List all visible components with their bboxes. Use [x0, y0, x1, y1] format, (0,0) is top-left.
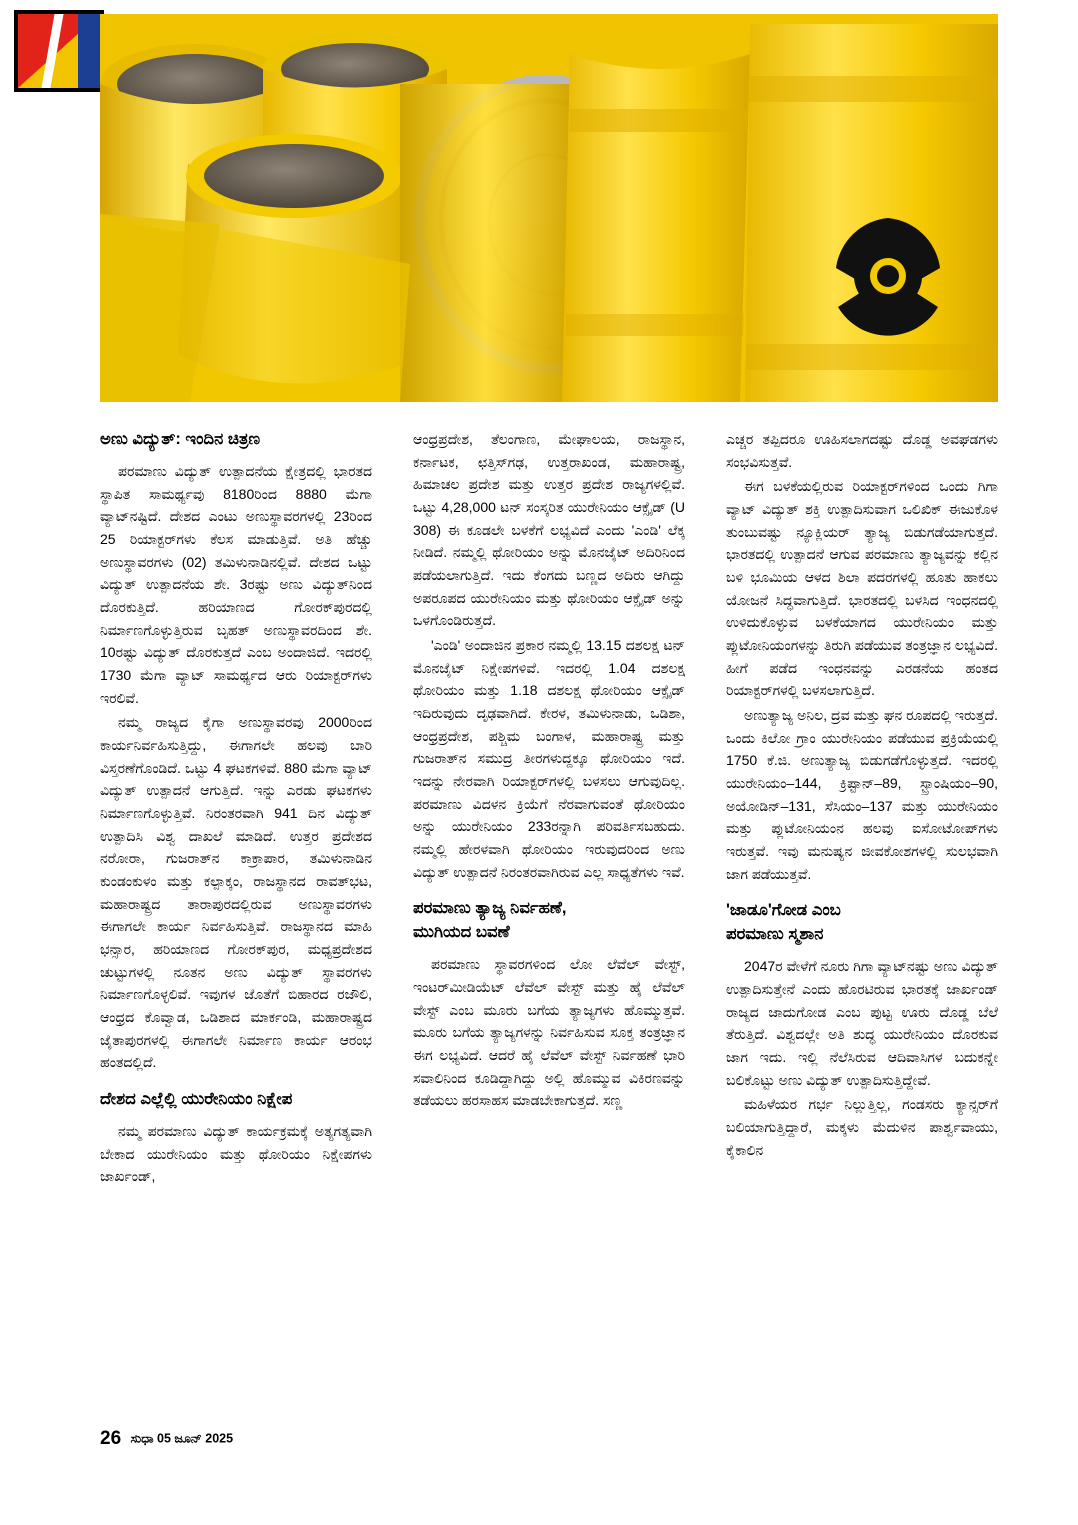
issue-line: ಸುಧಾ 05 ಜೂನ್ 2025 [130, 1431, 234, 1446]
logo-inner [18, 14, 100, 88]
heading-line-2: ಪರಮಾಣು ಸ್ಮಶಾನ [726, 925, 824, 944]
paragraph: ಈಗ ಬಳಕೆಯಲ್ಲಿರುವ ರಿಯಾಕ್ಟರ್‌ಗಳಿಂದ ಒಂದು ಗಿಗಾ ವ್ಯಾಟ್ ವಿದ್ಯುತ್ ಶಕ್ತಿ ಉತ್ಪಾದಿಸುವಾಗ ಒಲಿಖಿಕ್ ಈಜುಕೊಳ ತುಂಬುವಷ್ಟು ನ್ಯೂಕ್ಲಿಯರ್ ತ್ಯಾಜ್ಯ ಬಿಡುಗಡೆಯಾಗುತ್ತದೆ. ಭಾರತದಲ್ಲಿ ಉತ್ಪಾದನೆ ಆಗುವ ಪರಮಾಣು ತ್ಯಾಜ್ಯವನ್ನು ಕಲ್ಲಿನ ಬಳಿ ಭೂಮಿಯ ಆಳದ ಶಿಲಾ ಪದರಗಳಲ್ಲಿ ಹೂತು ಹಾಕಲು ಯೋಜನೆ ಸಿದ್ಧವಾಗುತ್ತಿದೆ. ಭಾರತದಲ್ಲಿ ಬಳಸಿದ ಇಂಧನದಲ್ಲಿ ಉಳಿದುಕೊಳ್ಳುವ ಬಳಕೆಯಾಗದ ಯುರೇನಿಯಂ ಮತ್ತು ಪ್ಲುಟೋನಿಯಂಗಳನ್ನು ತಿರುಗಿ ಪಡೆಯುವ ತಂತ್ರಜ್ಞಾನ ಲಭ್ಯವಿದೆ. ಹೀಗೆ ಪಡೆದ ಇಂಧನವನ್ನು ಎರಡನೆಯ ಹಂತದ ರಿಯಾಕ್ಟರ್‌ಗಳಲ್ಲಿ ಬಳಸಲಾಗುತ್ತಿದೆ. [726, 478, 998, 699]
article-heading-3 [413, 897, 685, 945]
magazine-logo [14, 10, 104, 92]
paragraph: ಮಹಿಳೆಯರ ಗರ್ಭ ನಿಲ್ಲುತ್ತಿಲ್ಲ, ಗಂಡಸರು ಕ್ಯಾನ್ಸರ್‌ಗೆ ಬಲಿಯಾಗುತ್ತಿದ್ದಾರೆ, ಮಕ್ಕಳು ಮೆದುಳಿನ ಪಾರ್ಶ್ವವಾಯು, ಕೈಕಾಲಿನ [726, 1096, 998, 1158]
article-heading-1: ಅಣು ವಿದ್ಯುತ್: ಇಂದಿನ ಚಿತ್ರಣ [100, 430, 261, 448]
paragraph: ಪರಮಾಣು ಸ್ಥಾವರಗಳಿಂದ ಲೋ ಲೆವೆಲ್ ವೇಸ್ಟ್, ಇಂಟರ್‌ಮೀಡಿಯೆಟ್ ಲೆವೆಲ್ ವೇಸ್ಟ್ ಮತ್ತು ಹೈ ಲೆವೆಲ್ ವೇಸ್ಟ್ ಎಂಬ ಮೂರು ಬಗೆಯ ತ್ಯಾಜ್ಯಗಳು ಹೊಮ್ಮುತ್ತವೆ. ಮೂರು ಬಗೆಯ ತ್ಯಾಜ್ಯಗಳನ್ನು ನಿರ್ವಹಿಸುವ ಸೂಕ್ತ ತಂತ್ರಜ್ಞಾನ ಈಗ ಲಭ್ಯವಿದೆ. ಆದರೆ ಹೈ ಲೆವೆಲ್ ವೇಸ್ಟ್ ನಿರ್ವಹಣೆ ಭಾರಿ ಸವಾಲಿನಿಂದ ಕೂಡಿದ್ದಾಗಿದ್ದು ಅಲ್ಲಿ ಹೊಮ್ಮುವ ವಿಕಿರಣವನ್ನು ತಡೆಯಲು ಹರಸಾಹಸ ಮಾಡಬೇಕಾಗುತ್ತದೆ. ಸಣ್ಣ [413, 956, 685, 1109]
paragraph: 'ಎಂಡಿ' ಅಂದಾಜಿನ ಪ್ರಕಾರ ನಮ್ಮಲ್ಲಿ 13.15 ದಶಲಕ್ಷ ಟನ್ ಮೊನಜೈಟ್ ನಿಕ್ಷೇಪಗಳಿವೆ. ಇದರಲ್ಲಿ 1.04 ದಶಲಕ್ಷ ಥೋರಿಯಂ ಮತ್ತು 1.18 ದಶಲಕ್ಷ ಥೋರಿಯಂ ಆಕ್ಸೈಡ್ ಇದಿರುವುದು ದೃಢವಾಗಿದೆ. ಕೇರಳ, ತಮಿಳುನಾಡು, ಒಡಿಶಾ, ಆಂಧ್ರಪ್ರದೇಶ, ಪಶ್ಚಿಮ ಬಂಗಾಳ, ಮಹಾರಾಷ್ಟ್ರ ಮತ್ತು ಗುಜರಾತ್‌ನ ಸಮುದ್ರ ತೀರಗಳುದ್ದಕ್ಕೂ ಥೋರಿಯಂ ಇದೆ. ಇದನ್ನು ನೇರವಾಗಿ ರಿಯಾಕ್ಟರ್‌ಗಳಲ್ಲಿ ಬಳಸಲು ಆಗುವುದಿಲ್ಲ. ಪರಮಾಣು ವಿದಳನ ಕ್ರಿಯೆಗೆ ನೆರವಾಗುವಂತೆ ಥೋರಿಯಂ ಅನ್ನು ಯುರೇನಿಯಂ 233ರನ್ನಾಗಿ ಪರಿವರ್ತಿಸಬಹುದು. ನಮ್ಮಲ್ಲಿ ಹೇರಳವಾಗಿ ಥೋರಿಯಂ ಇರುವುದರಿಂದ ಅಣು ವಿದ್ಯುತ್ ಉತ್ಪಾದನೆ ನಿರಂತರವಾಗಿರುವ ಎಲ್ಲ ಸಾಧ್ಯತೆಗಳು ಇವೆ. [413, 637, 685, 880]
logo-box [14, 10, 104, 92]
logo-blue-bar [78, 14, 100, 88]
paragraph: ನಮ್ಮ ಪರಮಾಣು ವಿದ್ಯುತ್ ಕಾರ್ಯಕ್ರಮಕ್ಕೆ ಅತ್ಯಗತ್ಯವಾಗಿ ಬೇಕಾದ ಯುರೇನಿಯಂ ಮತ್ತು ಥೋರಿಯಂ ನಿಕ್ಷೇಪಗಳು ಜಾರ್ಖಂಡ್, [100, 1122, 372, 1185]
article-columns [100, 428, 998, 1413]
paragraph: ಎಚ್ಚರ ತಪ್ಪಿದರೂ ಊಹಿಸಲಾಗದಷ್ಟು ದೊಡ್ಡ ಅವಘಡಗಳು ಸಂಭವಿಸುತ್ತವೆ. [726, 431, 998, 470]
column-3 [726, 428, 998, 1413]
paragraph: ನಮ್ಮ ರಾಜ್ಯದ ಕೈಗಾ ಅಣುಸ್ಥಾವರವು 2000ರಿಂದ ಕಾರ್ಯನಿರ್ವಹಿಸುತ್ತಿದ್ದು, ಈಗಾಗಲೇ ಹಲವು ಬಾರಿ ವಿಸ್ತರಣೆಗೊಂಡಿದೆ. ಒಟ್ಟು 4 ಘಟಕಗಳಿವೆ. 880 ಮೆಗಾ ವ್ಯಾಟ್ ವಿದ್ಯುತ್ ಉತ್ಪಾದನೆ ಆಗುತ್ತಿದೆ. ಇನ್ನು ಎರಡು ಘಟಕಗಳು ನಿರ್ಮಾಣಗೊಳ್ಳುತ್ತಿವೆ. ನಿರಂತರವಾಗಿ 941 ದಿನ ವಿದ್ಯುತ್ ಉತ್ಪಾದಿಸಿ ವಿಶ್ವ ದಾಖಲೆ ಮಾಡಿದೆ. ಉತ್ತರ ಪ್ರದೇಶದ ನರೋರಾ, ಗುಜರಾತ್‌ನ ಕಾಕ್ರಾಪಾರ, ತಮಿಳುನಾಡಿನ ಕುಂಡಂಕುಳಂ ಮತ್ತು ಕಲ್ಪಾಕ್ಕಂ, ರಾಜಸ್ಥಾನದ ರಾವತ್‌ಭಟ, ಮಹಾರಾಷ್ಟ್ರದ ತಾರಾಪುರದಲ್ಲಿರುವ ಅಣುಸ್ಥಾವರಗಳು ಈಗಾಗಲೇ ಕಾರ್ಯ ನಿರ್ವಹಿಸುತ್ತಿವೆ. ರಾಜಸ್ಥಾನದ ಮಾಹಿ ಭನ್ಸಾರ, ಹರಿಯಾಣದ ಗೋರಕ್‌ಪುರ, ಮಧ್ಯಪ್ರದೇಶದ ಚುಟ್ಟುಗಳಲ್ಲಿ ನೂತನ ಅಣು ವಿದ್ಯುತ್ ಸ್ಥಾವರಗಳು ನಿರ್ಮಾಣಗೊಳ್ಳಲಿವೆ. ಇವುಗಳ ಜೊತೆಗೆ ಬಿಹಾರದ ರಜೌಲಿ, ಆಂಧ್ರದ ಕೊವ್ವಾಡ, ಒಡಿಶಾದ ಮಾರ್ಕಂಡಿ, ಮಹಾರಾಷ್ಟ್ರದ ಜೈತಾಪುರಗಳಲ್ಲಿ ಈಗಾಗಲೇ ನಿರ್ಮಾಣ ಕಾರ್ಯ ಆರಂಭ ಹಂತದಲ್ಲಿದೆ. [100, 714, 372, 1071]
column-2 [413, 428, 685, 1413]
barrels-illustration [100, 14, 998, 402]
paragraph: ಅಣುತ್ಯಾಜ್ಯ ಅನಿಲ, ದ್ರವ ಮತ್ತು ಘನ ರೂಪದಲ್ಲಿ ಇರುತ್ತದೆ. ಒಂದು ಕಿಲೋ ಗ್ರಾಂ ಯುರೇನಿಯಂ ಪಡೆಯುವ ಪ್ರಕ್ರಿಯೆಯಲ್ಲಿ 1750 ಕೆ.ಜಿ. ಅಣುತ್ಯಾಜ್ಯ ಬಿಡುಗಡೆಗೊಳ್ಳುತ್ತದೆ. ಇದರಲ್ಲಿ ಯುರೇನಿಯಂ–144, ಕ್ರಿಪ್ಟಾನ್–89, ಸ್ಟ್ರಾಂಷಿಯಂ–90, ಅಯೋಡಿನ್–131, ಸೆಸಿಯಂ–137 ಮತ್ತು ಯುರೇನಿಯಂ ಮತ್ತು ಪ್ಲುಟೋನಿಯಂನ ಹಲವು ಐಸೋಟೋಪ್‌ಗಳು ಇರುತ್ತವೆ. ಇವು ಮನುಷ್ಯನ ಜೀವಕೋಶಗಳಲ್ಲಿ ಸುಲಭವಾಗಿ ಜಾಗ ಪಡೆಯುತ್ತವೆ. [726, 707, 998, 882]
hero-image [100, 14, 998, 402]
paragraph: ಪರಮಾಣು ವಿದ್ಯುತ್ ಉತ್ಪಾದನೆಯ ಕ್ಷೇತ್ರದಲ್ಲಿ ಭಾರತದ ಸ್ಥಾಪಿತ ಸಾಮರ್ಥ್ಯವು 8180ರಿಂದ 8880 ಮೆಗಾ ವ್ಯಾಟ್‌ನಷ್ಟಿದೆ. ದೇಶದ ಎಂಟು ಅಣುಸ್ಥಾವರಗಳಲ್ಲಿ 23ರಿಂದ 25 ರಿಯಾಕ್ಟರ್‌ಗಳು ಕೆಲಸ ಮಾಡುತ್ತಿವೆ. ಅತಿ ಹೆಚ್ಚು ಅಣುಸ್ಥಾವರಗಳು (02) ತಮಿಳುನಾಡಿನಲ್ಲಿವೆ. ದೇಶದ ಒಟ್ಟು ವಿದ್ಯುತ್ ಉತ್ಪಾದನೆಯ ಶೇ. 3ರಷ್ಟು ಅಣು ವಿದ್ಯುತ್‌ನಿಂದ ದೊರಕುತ್ತಿದೆ. ಹರಿಯಾಣದ ಗೋರಕ್‌ಪುರದಲ್ಲಿ ನಿರ್ಮಾಣಗೊಳ್ಳುತ್ತಿರುವ ಬೃಹತ್ ಅಣುಸ್ಥಾವರದಿಂದ ಶೇ. 10ರಷ್ಟು ವಿದ್ಯುತ್ ದೊರಕುತ್ತದೆ ಎಂಬ ಅಂದಾಜಿದೆ. ಇದರಲ್ಲಿ 1730 ಮೆಗಾ ವ್ಯಾಟ್ ಸಾಮರ್ಥ್ಯದ ಆರು ರಿಯಾಕ್ಟರ್‌ಗಳು ಇರಲಿವೆ. [100, 462, 372, 706]
radiation-hazard-icon [836, 218, 940, 336]
article-heading-4 [726, 899, 998, 947]
paragraph: 2047ರ ವೇಳೆಗೆ ನೂರು ಗಿಗಾ ವ್ಯಾಟ್‌ನಷ್ಟು ಅಣು ವಿದ್ಯುತ್ ಉತ್ಪಾದಿಸುತ್ತೇನೆ ಎಂದು ಹೊರಟಿರುವ ಭಾರತಕ್ಕೆ ಜಾರ್ಖಂಡ್ ರಾಜ್ಯದ ಜಾದುಗೋಡ ಎಂಬ ಪುಟ್ಟ ಊರು ದೊಡ್ಡ ಬೆಲೆ ತೆರುತ್ತಿದೆ. ವಿಶ್ವದಲ್ಲೇ ಅತಿ ಶುದ್ಧ ಯುರೇನಿಯಂ ದೊರಕುವ ಜಾಗ ಇದು. ಇಲ್ಲಿ ನೆಲೆಸಿರುವ ಆದಿವಾಸಿಗಳ ಬದುಕನ್ನೇ ಬಲಿಕೊಟ್ಟು ಅಣು ವಿದ್ಯುತ್ ಉತ್ಪಾದಿಸುತ್ತಿದ್ದೇವೆ. [726, 958, 998, 1088]
heading-line-2: ಮುಗಿಯದ ಬವಣೆ [413, 923, 510, 942]
page-footer [100, 1428, 500, 1450]
paragraph: ಆಂಧ್ರಪ್ರದೇಶ, ತೆಲಂಗಾಣ, ಮೇಘಾಲಯ, ರಾಜಸ್ಥಾನ, ಕರ್ನಾಟಕ, ಛತ್ತಿಸ್‌ಗಢ, ಉತ್ತರಾಖಂಡ, ಮಹಾರಾಷ್ಟ್ರ, ಹಿಮಾಚಲ ಪ್ರದೇಶ ಮತ್ತು ಉತ್ತರ ಪ್ರದೇಶ ರಾಜ್ಯಗಳಲ್ಲಿವೆ. ಒಟ್ಟು 4,28,000 ಟನ್ ಸಂಸ್ಕರಿತ ಯುರೇನಿಯಂ ಆಕ್ಸೈಡ್ (U 308) ಈ ಕೂಡಲೇ ಬಳಕೆಗೆ ಲಭ್ಯವಿದೆ ಎಂದು 'ಎಂಡಿ' ಲೆಕ್ಕ ನೀಡಿದೆ. ನಮ್ಮಲ್ಲಿ ಥೋರಿಯಂ ಅನ್ನು ಮೊನಜೈಟ್ ಅದಿರಿನಿಂದ ಪಡೆಯಲಾಗುತ್ತಿದೆ. ಇದು ಕೆಂಗದು ಬಣ್ಣದ ಅದಿರು ಆಗಿದ್ದು ಅಪರೂಪದ ಯುರೇನಿಯಂ ಮತ್ತು ಥೋರಿಯಂ ಆಕ್ಸೈಡ್ ಅನ್ನು ಒಳಗೊಂಡಿರುತ್ತದೆ. [413, 431, 685, 629]
article-heading-2: ದೇಶದ ಎಲ್ಲೆಲ್ಲಿ ಯುರೇನಿಯಂ ನಿಕ್ಷೇಪ [100, 1090, 293, 1109]
column-1 [100, 428, 372, 1413]
heading-line-1: 'ಜಾಡೂ'ಗೋಡ ಎಂಬ [726, 901, 841, 920]
heading-line-1: ಪರಮಾಣು ತ್ಯಾಜ್ಯ ನಿರ್ವಹಣೆ, [413, 899, 567, 918]
page-number: 26 [100, 1428, 122, 1449]
